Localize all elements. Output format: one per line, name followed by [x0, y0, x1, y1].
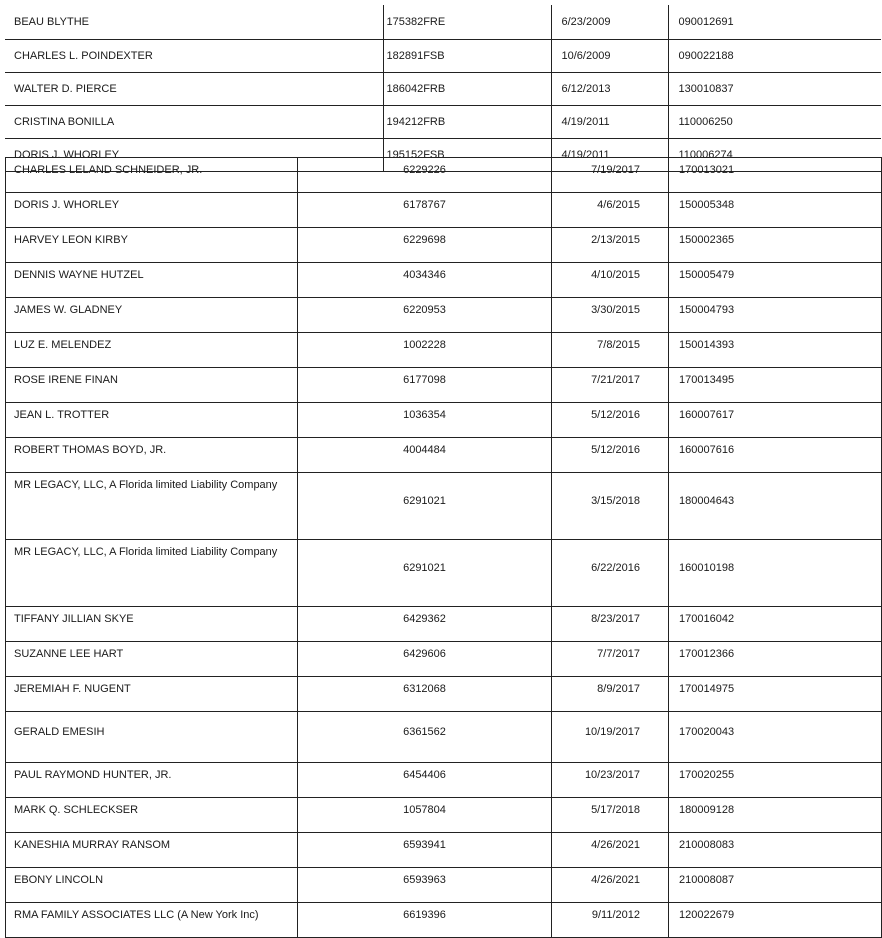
account-cell: 6291021 — [298, 540, 552, 607]
instrument-number-cell: 090012691 — [668, 5, 881, 40]
instrument-number-cell: 170020255 — [669, 763, 882, 798]
date-cell: 8/9/2017 — [552, 677, 669, 712]
table-row — [6, 763, 882, 798]
date-cell: 4/10/2015 — [552, 263, 669, 298]
date-cell: 10/19/2017 — [552, 712, 669, 763]
account-cell: 6177098 — [298, 368, 552, 403]
account-cell: 6178767 — [298, 193, 552, 228]
name-cell: MARK Q. SCHLECKSER — [6, 798, 298, 833]
account-cell: 6454406 — [298, 763, 552, 798]
date-cell: 7/21/2017 — [552, 368, 669, 403]
name-cell: DORIS J. WHORLEY — [6, 193, 298, 228]
name-cell: SUZANNE LEE HART — [6, 642, 298, 677]
date-cell: 4/26/2021 — [552, 833, 669, 868]
instrument-number-cell: 180004643 — [669, 473, 882, 540]
table-row — [5, 106, 881, 139]
instrument-number-cell: 150002365 — [669, 228, 882, 263]
table-row — [6, 540, 882, 607]
name-cell: MR LEGACY, LLC, A Florida limited Liability Company — [6, 473, 298, 540]
account-cell: 6619396 — [298, 903, 552, 938]
name-cell: HARVEY LEON KIRBY — [6, 228, 298, 263]
account-cell: 175382FRE — [383, 5, 551, 40]
instrument-number-cell: 150014393 — [669, 333, 882, 368]
name-cell: LUZ E. MELENDEZ — [6, 333, 298, 368]
instrument-number-cell: 170013495 — [669, 368, 882, 403]
table-row — [6, 642, 882, 677]
instrument-number-cell: 170020043 — [669, 712, 882, 763]
table-row — [6, 833, 882, 868]
date-cell: 4/6/2015 — [552, 193, 669, 228]
table-row — [6, 903, 882, 938]
name-cell: JEREMIAH F. NUGENT — [6, 677, 298, 712]
account-cell: 1057804 — [298, 798, 552, 833]
date-cell: 4/19/2011 — [551, 106, 668, 139]
date-cell: 7/7/2017 — [552, 642, 669, 677]
table-row — [6, 677, 882, 712]
table-row — [5, 73, 881, 106]
account-cell: 1036354 — [298, 403, 552, 438]
instrument-number-cell: 180009128 — [669, 798, 882, 833]
account-cell: 6361562 — [298, 712, 552, 763]
name-cell: EBONY LINCOLN — [6, 868, 298, 903]
table-row — [5, 5, 881, 40]
account-cell: 6593963 — [298, 868, 552, 903]
name-cell: BEAU BLYTHE — [5, 5, 383, 40]
table-row — [6, 368, 882, 403]
date-cell: 7/19/2017 — [552, 158, 669, 193]
account-cell: 6429362 — [298, 607, 552, 642]
date-cell: 10/23/2017 — [552, 763, 669, 798]
date-cell: 2/13/2015 — [552, 228, 669, 263]
date-cell: 4/26/2021 — [552, 868, 669, 903]
name-cell: PAUL RAYMOND HUNTER, JR. — [6, 763, 298, 798]
name-cell: KANESHIA MURRAY RANSOM — [6, 833, 298, 868]
account-cell: 4004484 — [298, 438, 552, 473]
date-cell: 5/12/2016 — [552, 403, 669, 438]
table-row — [6, 228, 882, 263]
date-cell: 6/12/2013 — [551, 73, 668, 106]
records-table-top — [5, 5, 881, 172]
name-cell: DENNIS WAYNE HUTZEL — [6, 263, 298, 298]
date-cell: 7/8/2015 — [552, 333, 669, 368]
name-cell: MR LEGACY, LLC, A Florida limited Liability Company — [6, 540, 298, 607]
table-row — [6, 798, 882, 833]
name-cell: RMA FAMILY ASSOCIATES LLC (A New York Inc) — [6, 903, 298, 938]
table-row — [6, 333, 882, 368]
account-cell: 6229226 — [298, 158, 552, 193]
date-cell: 10/6/2009 — [551, 40, 668, 73]
instrument-number-cell: 210008087 — [669, 868, 882, 903]
table-row — [6, 473, 882, 540]
table-row — [6, 403, 882, 438]
instrument-number-cell: 150005479 — [669, 263, 882, 298]
table-row — [6, 868, 882, 903]
table-row — [6, 263, 882, 298]
instrument-number-cell: 090022188 — [668, 40, 881, 73]
name-cell: ROBERT THOMAS BOYD, JR. — [6, 438, 298, 473]
date-cell: 9/11/2012 — [552, 903, 669, 938]
account-cell: 6220953 — [298, 298, 552, 333]
instrument-number-cell: 150004793 — [669, 298, 882, 333]
instrument-number-cell: 170013021 — [669, 158, 882, 193]
account-cell: 186042FRB — [383, 73, 551, 106]
instrument-number-cell: 210008083 — [669, 833, 882, 868]
name-cell: JAMES W. GLADNEY — [6, 298, 298, 333]
table-row — [6, 438, 882, 473]
account-cell: 6291021 — [298, 473, 552, 540]
instrument-number-cell: 160010198 — [669, 540, 882, 607]
date-cell: 3/30/2015 — [552, 298, 669, 333]
account-cell: 6312068 — [298, 677, 552, 712]
account-cell: 6429606 — [298, 642, 552, 677]
name-cell: JEAN L. TROTTER — [6, 403, 298, 438]
instrument-number-cell: 130010837 — [668, 73, 881, 106]
table-row — [6, 158, 882, 193]
name-cell: TIFFANY JILLIAN SKYE — [6, 607, 298, 642]
account-cell: 6593941 — [298, 833, 552, 868]
account-cell: 194212FRB — [383, 106, 551, 139]
instrument-number-cell: 160007616 — [669, 438, 882, 473]
table-row — [5, 40, 881, 73]
name-cell: DORIS J. WHORLEY — [5, 139, 383, 172]
date-cell: 5/12/2016 — [552, 438, 669, 473]
table-row — [6, 193, 882, 228]
instrument-number-cell: 170016042 — [669, 607, 882, 642]
table-row — [6, 712, 882, 763]
name-cell: CHARLES L. POINDEXTER — [5, 40, 383, 73]
instrument-number-cell: 150005348 — [669, 193, 882, 228]
instrument-number-cell: 170012366 — [669, 642, 882, 677]
name-cell: GERALD EMESIH — [6, 712, 298, 763]
account-cell: 195152FSB — [383, 139, 551, 172]
records-table-bottom — [5, 157, 882, 938]
table-row — [6, 607, 882, 642]
instrument-number-cell: 160007617 — [669, 403, 882, 438]
date-cell: 4/19/2011 — [551, 139, 668, 172]
date-cell: 6/23/2009 — [551, 5, 668, 40]
account-cell: 182891FSB — [383, 40, 551, 73]
date-cell: 3/15/2018 — [552, 473, 669, 540]
name-cell: ROSE IRENE FINAN — [6, 368, 298, 403]
instrument-number-cell: 120022679 — [669, 903, 882, 938]
name-cell: CHARLES LELAND SCHNEIDER, JR. — [6, 158, 298, 193]
instrument-number-cell: 110006274 — [668, 139, 881, 172]
date-cell: 8/23/2017 — [552, 607, 669, 642]
instrument-number-cell: 170014975 — [669, 677, 882, 712]
date-cell: 5/17/2018 — [552, 798, 669, 833]
account-cell: 4034346 — [298, 263, 552, 298]
name-cell: CRISTINA BONILLA — [5, 106, 383, 139]
instrument-number-cell: 110006250 — [668, 106, 881, 139]
date-cell: 6/22/2016 — [552, 540, 669, 607]
table-row — [6, 298, 882, 333]
account-cell: 6229698 — [298, 228, 552, 263]
name-cell: WALTER D. PIERCE — [5, 73, 383, 106]
account-cell: 1002228 — [298, 333, 552, 368]
